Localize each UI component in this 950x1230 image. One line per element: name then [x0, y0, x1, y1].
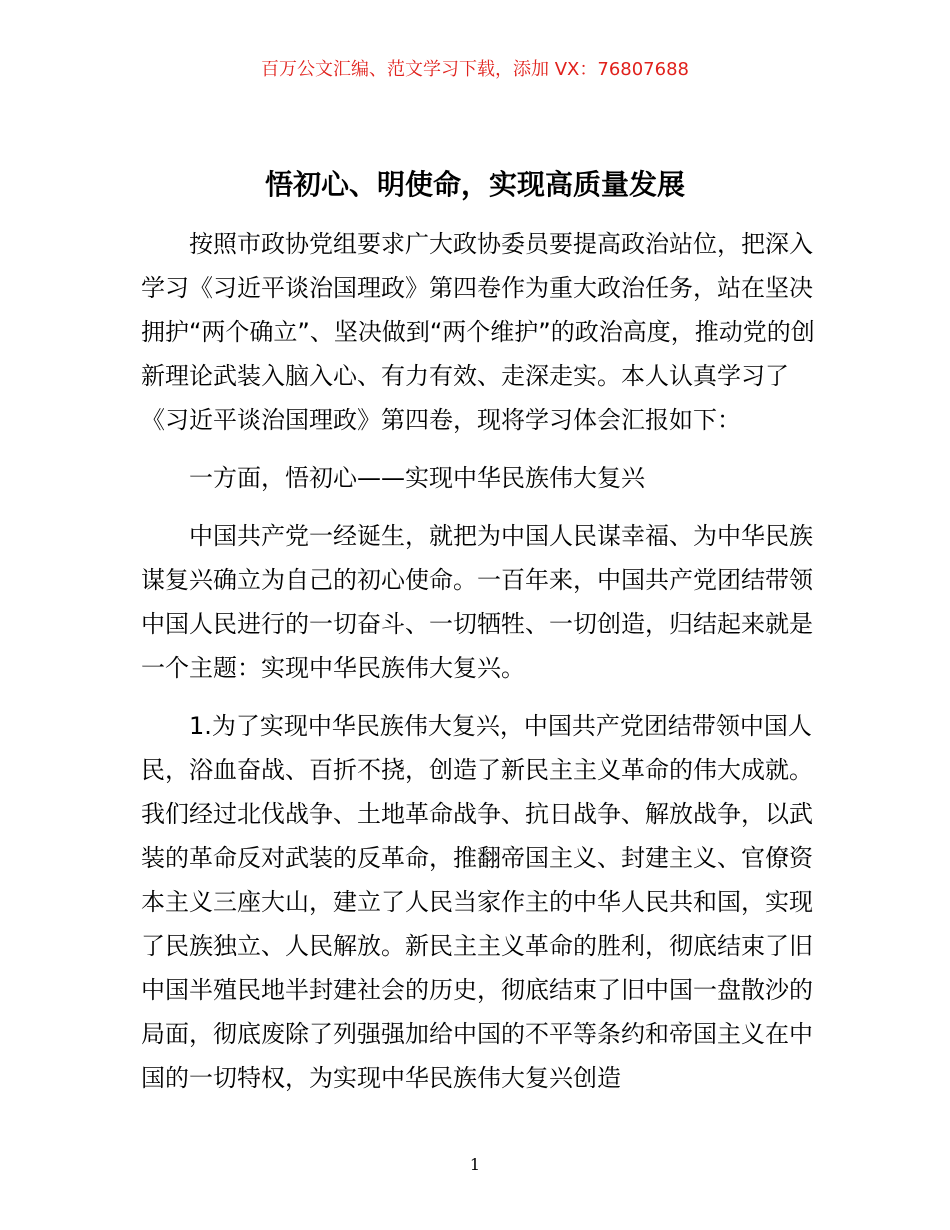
page-number: 1: [469, 1155, 481, 1174]
paragraph-mission: 中国共产党一经诞生，就把为中国人民谋幸福、为中华民族谋复兴确立为自己的初心使命。一百年来，中国共产党团结带领中国人民进行的一切奋斗、一切牺牲、一切创造，归结起来就是一个主题：实现中华民族伟大复兴。: [141, 522, 813, 682]
header-watermark-note: 百万公文汇编、范文学习下载，添加 VX：76807688: [261, 59, 689, 80]
section-heading: 一方面，悟初心——实现中华民族伟大复兴: [189, 464, 645, 492]
paragraph-point-1: 1.为了实现中华民族伟大复兴，中国共产党团结带领中国人民，浴血奋战、百折不挠，创造了新民主主义革命的伟大成就。我们经过北伐战争、土地革命战争、抗日战争、解放战争，以武装的革命反对武装的反革命，推翻帝国主义、封建主义、官僚资本主义三座大山，建立了人民当家作主的中华人民共和国，实现了民族独立、人民解放。新民主主义革命的胜利，彻底结束了旧中国半殖民地半封建社会的历史，彻底结束了旧中国一盘散沙的局面，彻底废除了列强强加给中国的不平等条约和帝国主义在中国的一切特权，为实现中华民族伟大复兴创造: [141, 712, 813, 1092]
page-title: 悟初心、明使命，实现高质量发展: [264, 168, 685, 201]
paragraph-intro: 按照市政协党组要求广大政协委员要提高政治站位，把深入学习《习近平谈治国理政》第四卷作为重大政治任务，站在坚决拥护“两个确立”、坚决做到“两个维护”的政治高度，推动党的创新理论武装入脑入心、有力有效、走深走实。本人认真学习了《习近平谈治国理政》第四卷，现将学习体会汇报如下：: [141, 230, 815, 434]
document-body: [141, 222, 821, 1100]
